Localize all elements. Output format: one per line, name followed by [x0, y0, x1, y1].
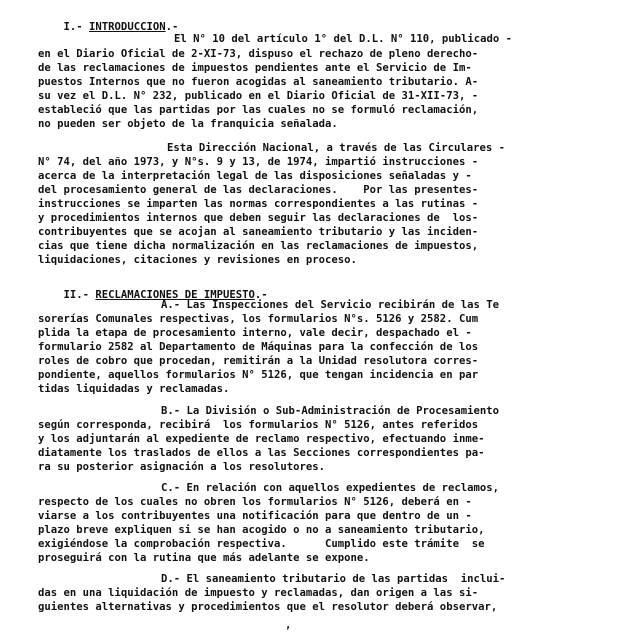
- text-line: A.- Las Inspecciones del Servicio recibirán de las Te: [161, 299, 500, 311]
- footer-mark: ,: [285, 619, 292, 631]
- text-line: liquidaciones, citaciones y revisiones en proceso.: [38, 254, 357, 266]
- text-line: cias que tiene dicha normalización en las reclamaciones de impuestos,: [38, 240, 479, 252]
- text-line: instrucciones se imparten las normas correspondientes a las rutinas -: [38, 198, 479, 210]
- section-heading-introduccion: [38, 6, 178, 49]
- text-line: pondiente, aquellos formularios N° 5126, que tengan incidencia en par: [38, 369, 479, 381]
- text-line: no pueden ser objeto de la franquicia señalada.: [38, 118, 338, 130]
- text-line: guientes alternativas y procedimientos que el resolutor deberá observar,: [38, 601, 498, 613]
- section-number: II.-: [63, 289, 90, 302]
- section-number: I.-: [63, 21, 83, 34]
- text-line: acerca de la interpretación legal de las disposiciones señaladas y -: [38, 170, 472, 182]
- text-line: en el Diario Oficial de 2-XI-73, dispuso el rechazo de pleno derecho-: [38, 48, 479, 60]
- text-line: B.- La División o Sub-Administración de Procesamiento: [161, 405, 500, 417]
- text-line: contribuyentes que se acojan al saneamiento tributario y las inciden-: [38, 226, 479, 238]
- text-line: roles de cobro que procedan, remitirán a la Unidad resolutora corres-: [38, 355, 479, 367]
- text-line: D.- El saneamiento tributario de las partidas inclui-: [161, 573, 506, 585]
- text-line: ra su posterior asignación a los resolutores.: [38, 461, 326, 473]
- text-line: viarse a los contribuyentes una notificación para que dentro de un -: [38, 510, 472, 522]
- text-line: respecto de los cuales no obren los formularios N° 5126, deberá en -: [38, 496, 472, 508]
- text-line: del procesamiento general de las declaraciones. Por las presentes-: [38, 184, 479, 196]
- text-line: sorerías Comunales respectivas, los formularios N°s. 5126 y 2582. Cum: [38, 313, 479, 325]
- text-line: su vez el D.L. N° 232, publicado en el Diario Oficial de 31-XII-73, -: [38, 90, 479, 102]
- text-line: formulario 2582 al Departamento de Máquinas para la confección de los: [38, 341, 479, 353]
- text-line: proseguirá con la rutina que más adelante se expone.: [38, 552, 370, 564]
- text-line: exigiéndose la comprobación respectiva. Cumplido este trámite se: [38, 538, 485, 550]
- text-line: y procedimientos internos que deben seguir las declaraciones de los-: [38, 212, 479, 224]
- section-suffix: .-: [254, 289, 268, 302]
- section-title: RECLAMACIONES DE IMPUESTO: [95, 289, 255, 302]
- section-title: INTRODUCCION: [89, 21, 166, 34]
- text-line: N° 74, del año 1973, y N°s. 9 y 13, de 1974, impartió instrucciones -: [38, 156, 479, 168]
- text-line: C.- En relación con aquellos expedientes de reclamos,: [161, 482, 500, 494]
- text-line: das en una liquidación de impuesto y reclamadas, dan origen a las si-: [38, 587, 479, 599]
- text-line: Esta Dirección Nacional, a través de las Circulares -: [167, 142, 506, 154]
- text-line: plazo breve expliquen si se han acogido o no a saneamiento tributario,: [38, 524, 485, 536]
- text-line: plida la etapa de procesamiento interno, vale decir, despachado el -: [38, 327, 472, 339]
- text-line: y los adjuntarán al expediente de reclamo respectivo, efectuando inme-: [38, 433, 485, 445]
- text-line: puestos Internos que no fueron acogidas al saneamiento tributario. A-: [38, 76, 479, 88]
- text-line: diatamente los traslados de ellos a las Secciones correspondientes pa-: [38, 447, 485, 459]
- text-line: según corresponda, recibirá los formularios N° 5126, antes referidos: [38, 419, 479, 431]
- text-line: tidas liquidadas y reclamadas.: [38, 383, 230, 395]
- text-line: estableció que las partidas por las cuales no se formuló reclamación,: [38, 104, 479, 116]
- text-line: de las reclamaciones de impuestos pendientes ante el Servicio de Im-: [38, 62, 472, 74]
- section-suffix: .-: [165, 21, 179, 34]
- text-line: El N° 10 del artículo 1° del D.L. N° 110, publicado -: [174, 33, 513, 45]
